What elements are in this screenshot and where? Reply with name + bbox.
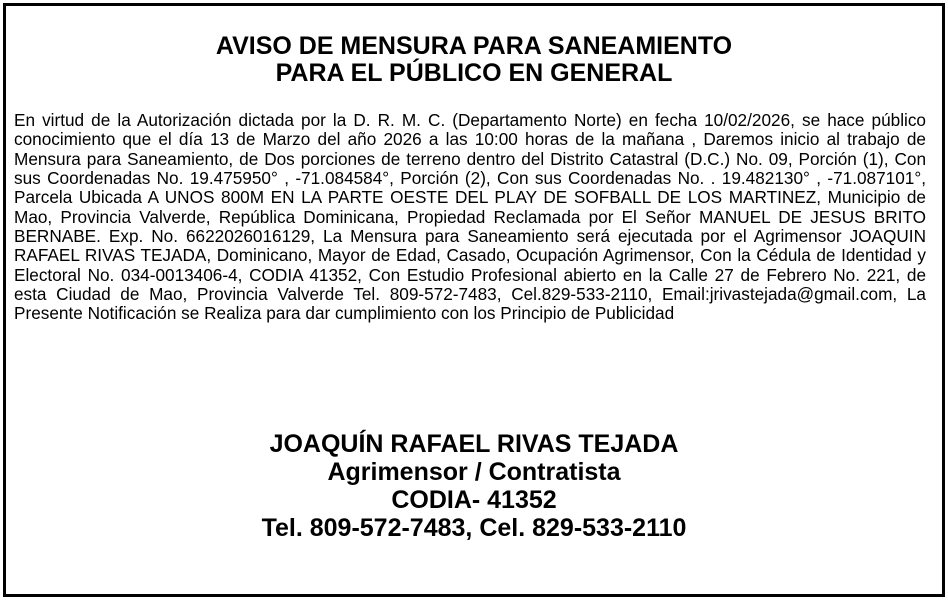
signature-phones: Tel. 809-572-7483, Cel. 829-533-2110 — [261, 514, 687, 542]
notice-title-line1: AVISO DE MENSURA PARA SANEAMIENTO — [215, 32, 733, 60]
signature-role: Agrimensor / Contratista — [327, 458, 621, 486]
signature-codia: CODIA- 41352 — [391, 486, 557, 514]
notice-title-line2: PARA EL PÚBLICO EN GENERAL — [275, 59, 673, 87]
signature-name: JOAQUÍN RAFAEL RIVAS TEJADA — [269, 430, 679, 458]
notice-body: En virtud de la Autorización dictada por la D. R. M. C. (Departamento Norte) en fecha 10/02/2026, se hace público conocimiento que el día 13 de Marzo del año 2026 a las 10:00 horas de la mañana , Daremos inicio al trabajo de Mensura para Saneamiento, de Dos porciones de terreno dentro del Distrito Catastral (D.C.) No. 09, Porción (1), Con sus Coordenadas No. 19.475950° , -71.084584°, Porción (2), Con sus Coordenadas No. . 19.482130° , -71.087101°, Parcela Ubicada A UNOS 800M EN LA PARTE OESTE DEL PLAY DE SOFBALL DE LOS MARTINEZ, Municipio de Mao, Provincia Valverde, República Dominicana, Propiedad Reclamada por El Señor MANUEL DE JESUS BRITO BERNABE. Exp. No. 6622026016129, La Mensura para Saneamiento será ejecutada por el Agrimensor JOAQUIN RAFAEL RIVAS TEJADA, Dominicano, Mayor de Edad, Casado, Ocupación Agrimensor, Con la Cédula de Identidad y Electoral No. 034-0013406-4, CODIA 41352, Con Estudio Profesional abierto en la Calle 27 de Febrero No. 221, de esta Ciudad de Mao, Provincia Valverde Tel. 809-572-7483, Cel.829-533-2110, Email:jrivastejada@gmail.com, La Presente Notificación se Realiza para dar cumplimiento con los Principio de Publicidad — [14, 110, 926, 324]
